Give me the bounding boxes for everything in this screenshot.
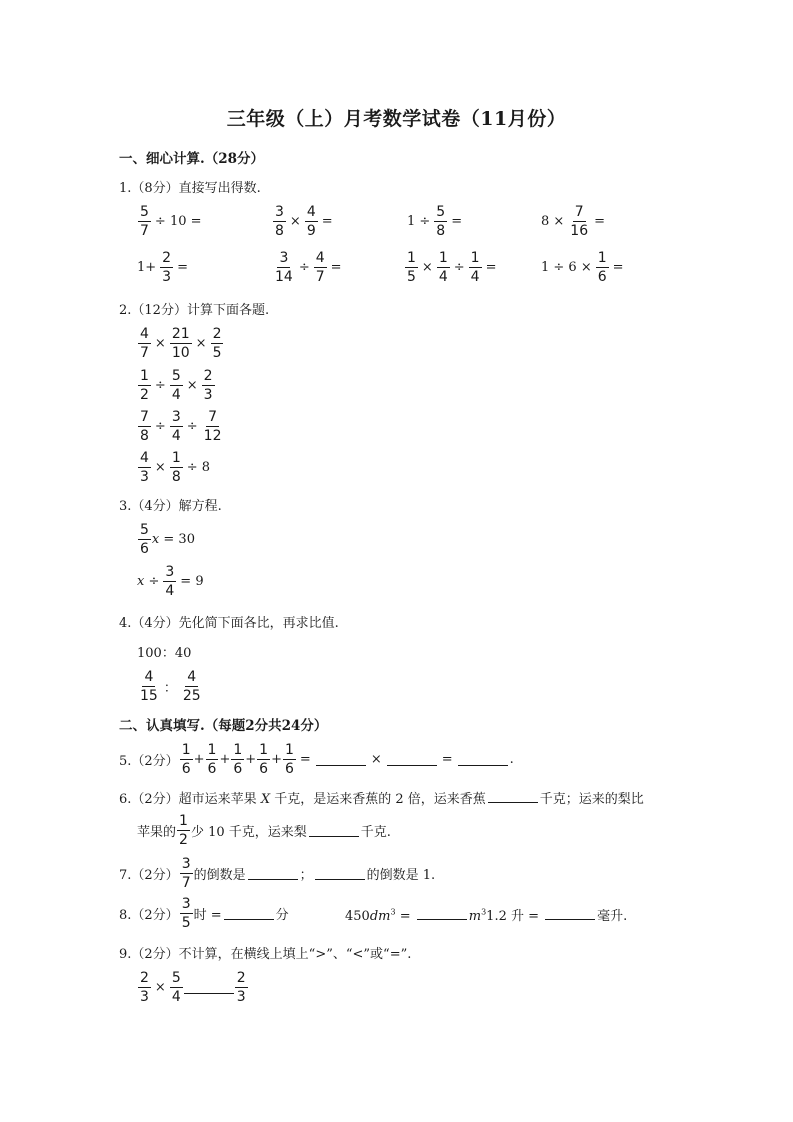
fraction: $\frac{7}{16}$ [570, 204, 589, 239]
q9-label: 9.（2分）不计算，在横线上填上“>”、“<”或“=”. [119, 947, 412, 962]
fraction: $\frac{5}{7}$ [140, 204, 149, 239]
fraction: $\frac{2}{3}$ [162, 250, 172, 285]
q1-item-8: 1 ÷ 6 × $\frac{1}{6}$ = [541, 250, 624, 285]
answer-blank[interactable] [316, 753, 366, 766]
q3-item-1: $\frac{5}{6}$ x = 30 [140, 522, 195, 557]
q2-item-1: $\frac{4}{7}$ × $\frac{21}{10}$ × $\frac{2}{5}$ [140, 326, 222, 361]
section-1-heading: 一、细心计算.（28分） [119, 151, 264, 167]
q1-item-6: $\frac{3}{14}$ ÷ $\frac{4}{7}$ = [275, 250, 342, 285]
q4-item-1: 100：40 [137, 646, 192, 661]
q3-label: 3.（4分）解方程. [119, 499, 222, 514]
fraction: $\frac{5}{8}$ [436, 204, 446, 239]
q1-item-3: 1 ÷ $\frac{5}{8}$ = [407, 204, 463, 239]
fraction: $\frac{3}{14}$ [275, 250, 293, 285]
fraction: $\frac{1}{4}$ [470, 250, 480, 285]
q1-item-5: 1+ $\frac{2}{3}$ = [137, 250, 188, 285]
answer-blank[interactable] [309, 824, 359, 837]
answer-blank[interactable] [224, 907, 274, 920]
q8-part2: $450dm^3 = m^31.2$ 升 = 毫升. [345, 907, 628, 924]
fraction: $\frac{1}{4}$ [438, 250, 448, 285]
answer-blank[interactable] [545, 907, 595, 920]
q4-label: 4.（4分）先化简下面各比，再求比值. [119, 616, 339, 631]
q8: 8.（2分） $\frac{3}{5}$ 时 = 分 [119, 896, 289, 931]
q6-line1: 6.（2分）超市运来苹果 X 千克，是运来香蕉的 2 倍，运来香蕉 千克；运来的梨比 [119, 792, 644, 807]
q6-line2: 苹果的 $\frac{1}{2}$ 少 10 千克，运来梨 千克. [137, 813, 391, 848]
answer-blank[interactable] [315, 867, 365, 880]
q8-label: 8.（2分） [119, 908, 179, 923]
q2-item-3: $\frac{7}{8}$ ÷ $\frac{3}{4}$ ÷ $\frac{7}{12}$ [140, 409, 222, 444]
answer-blank[interactable] [488, 790, 538, 803]
q9-item: $\frac{2}{3}$ × $\frac{5}{4}$ $\frac{2}{3}$ [140, 970, 246, 1005]
compare-blank[interactable] [184, 981, 234, 994]
section-2-heading: 二、认真填写.（每题2分共24分） [119, 718, 328, 734]
q7-label: 7.（2分） [119, 868, 179, 883]
q7: 7.（2分） $\frac{3}{7}$ 的倒数是 ； 的倒数是 1. [119, 856, 436, 891]
answer-blank[interactable] [417, 907, 467, 920]
fraction: $\frac{4}{9}$ [306, 204, 316, 239]
q5-label: 5.（2分） [119, 754, 179, 769]
q3-item-2: x ÷ $\frac{3}{4}$ = 9 [137, 564, 204, 599]
q1-item-4: 8 × $\frac{7}{16}$ = [541, 204, 606, 239]
q1-item-2: $\frac{3}{8}$ × $\frac{4}{9}$ = [275, 204, 333, 239]
q1-label: 1.（8分）直接写出得数. [119, 181, 261, 196]
q4-item-2: $\frac{4}{15}$ ： $\frac{4}{25}$ [140, 669, 201, 704]
q2-label: 2.（12分）计算下面各题. [119, 303, 270, 318]
q1-item-7: $\frac{1}{5}$ × $\frac{1}{4}$ ÷ $\frac{1}{4}$ = [407, 250, 497, 285]
answer-blank[interactable] [248, 867, 298, 880]
q1-item-1: $\frac{5}{7}$ ÷ 10 = [140, 204, 202, 239]
fraction: $\frac{4}{7}$ [315, 250, 325, 285]
q2-item-4: $\frac{4}{3}$ × $\frac{1}{8}$ ÷ 8 [140, 450, 211, 485]
q5: 5.（2分） $\frac{1}{6}$ + $\frac{1}{6}$ + $\frac{1}{6}$ + $\frac{1}{6}$ + $\frac{1}{6}$ = × = . [119, 742, 514, 777]
page-title: 三年级（上）月考数学试卷（11月份） [226, 108, 567, 130]
answer-blank[interactable] [458, 753, 508, 766]
answer-blank[interactable] [387, 753, 437, 766]
fraction: $\frac{1}{6}$ [597, 250, 607, 285]
fraction: $\frac{3}{8}$ [275, 204, 284, 239]
fraction: $\frac{1}{5}$ [407, 250, 416, 285]
q2-item-2: $\frac{1}{2}$ ÷ $\frac{5}{4}$ × $\frac{2}{3}$ [140, 368, 213, 403]
